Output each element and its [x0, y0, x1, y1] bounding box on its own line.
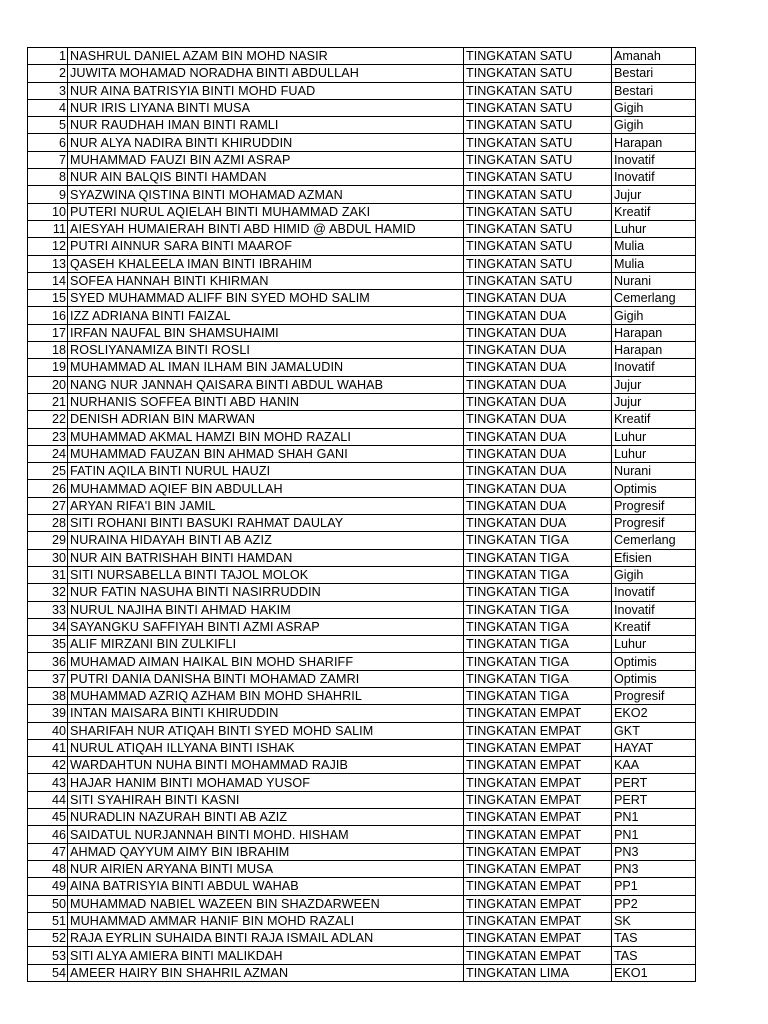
class-name-cell: Gigih: [612, 307, 696, 324]
class-name-cell: Amanah: [612, 48, 696, 65]
class-name-cell: Jujur: [612, 376, 696, 393]
table-row: [28, 670, 696, 687]
form-level-cell: TINGKATAN EMPAT: [464, 947, 612, 964]
student-name-cell: NURHANIS SOFFEA BINTI ABD HANIN: [68, 393, 464, 410]
row-number-cell: 49: [28, 878, 68, 895]
table-row: [28, 134, 696, 151]
form-level-cell: TINGKATAN SATU: [464, 48, 612, 65]
class-name-cell: Optimis: [612, 480, 696, 497]
row-number-cell: 50: [28, 895, 68, 912]
row-number-cell: 4: [28, 99, 68, 116]
student-name-cell: PUTRI AINNUR SARA BINTI MAAROF: [68, 238, 464, 255]
table-row: [28, 169, 696, 186]
row-number-cell: 8: [28, 169, 68, 186]
table-row: [28, 48, 696, 65]
student-name-cell: MUHAMMAD AQIEF BIN ABDULLAH: [68, 480, 464, 497]
table-row: [28, 791, 696, 808]
row-number-cell: 22: [28, 411, 68, 428]
student-name-cell: HAJAR HANIM BINTI MOHAMAD YUSOF: [68, 774, 464, 791]
row-number-cell: 13: [28, 255, 68, 272]
row-number-cell: 35: [28, 636, 68, 653]
class-name-cell: Luhur: [612, 428, 696, 445]
row-number-cell: 23: [28, 428, 68, 445]
row-number-cell: 38: [28, 687, 68, 704]
student-name-cell: SYAZWINA QISTINA BINTI MOHAMAD AZMAN: [68, 186, 464, 203]
row-number-cell: 3: [28, 82, 68, 99]
class-name-cell: Optimis: [612, 670, 696, 687]
table-row: [28, 930, 696, 947]
table-row: [28, 445, 696, 462]
table-row: [28, 463, 696, 480]
student-name-cell: NUR IRIS LIYANA BINTI MUSA: [68, 99, 464, 116]
table-row: [28, 203, 696, 220]
table-row: [28, 895, 696, 912]
student-name-cell: MUHAMAD AIMAN HAIKAL BIN MOHD SHARIFF: [68, 653, 464, 670]
student-name-cell: AHMAD QAYYUM AIMY BIN IBRAHIM: [68, 843, 464, 860]
row-number-cell: 31: [28, 566, 68, 583]
row-number-cell: 18: [28, 342, 68, 359]
form-level-cell: TINGKATAN DUA: [464, 428, 612, 445]
student-name-cell: NUR RAUDHAH IMAN BINTI RAMLI: [68, 117, 464, 134]
row-number-cell: 46: [28, 826, 68, 843]
class-name-cell: PP2: [612, 895, 696, 912]
table-row: [28, 826, 696, 843]
row-number-cell: 11: [28, 220, 68, 237]
class-name-cell: Nurani: [612, 272, 696, 289]
student-name-cell: NUR AIN BALQIS BINTI HAMDAN: [68, 169, 464, 186]
student-name-cell: NANG NUR JANNAH QAISARA BINTI ABDUL WAHAB: [68, 376, 464, 393]
student-name-cell: ROSLIYANAMIZA BINTI ROSLI: [68, 342, 464, 359]
student-name-cell: MUHAMMAD AL IMAN ILHAM BIN JAMALUDIN: [68, 359, 464, 376]
form-level-cell: TINGKATAN TIGA: [464, 584, 612, 601]
class-name-cell: Nurani: [612, 463, 696, 480]
table-row: [28, 272, 696, 289]
form-level-cell: TINGKATAN DUA: [464, 480, 612, 497]
table-row: [28, 393, 696, 410]
form-level-cell: TINGKATAN DUA: [464, 290, 612, 307]
table-row: [28, 584, 696, 601]
class-name-cell: Inovatif: [612, 151, 696, 168]
class-name-cell: Harapan: [612, 324, 696, 341]
table-row: [28, 480, 696, 497]
student-name-cell: SYED MUHAMMAD ALIFF BIN SYED MOHD SALIM: [68, 290, 464, 307]
form-level-cell: TINGKATAN TIGA: [464, 653, 612, 670]
form-level-cell: TINGKATAN EMPAT: [464, 895, 612, 912]
form-level-cell: TINGKATAN SATU: [464, 220, 612, 237]
class-name-cell: Bestari: [612, 65, 696, 82]
table-row: [28, 653, 696, 670]
table-row: [28, 515, 696, 532]
table-row: [28, 532, 696, 549]
student-name-cell: NUR AIN BATRISHAH BINTI HAMDAN: [68, 549, 464, 566]
class-name-cell: Mulia: [612, 255, 696, 272]
student-name-cell: JUWITA MOHAMAD NORADHA BINTI ABDULLAH: [68, 65, 464, 82]
student-name-cell: FATIN AQILA BINTI NURUL HAUZI: [68, 463, 464, 480]
form-level-cell: TINGKATAN DUA: [464, 376, 612, 393]
row-number-cell: 51: [28, 912, 68, 929]
student-list-body: [28, 48, 696, 982]
student-name-cell: NURUL ATIQAH ILLYANA BINTI ISHAK: [68, 739, 464, 756]
table-row: [28, 151, 696, 168]
student-name-cell: IRFAN NAUFAL BIN SHAMSUHAIMI: [68, 324, 464, 341]
table-row: [28, 636, 696, 653]
form-level-cell: TINGKATAN EMPAT: [464, 809, 612, 826]
row-number-cell: 26: [28, 480, 68, 497]
row-number-cell: 14: [28, 272, 68, 289]
row-number-cell: 36: [28, 653, 68, 670]
class-name-cell: Gigih: [612, 117, 696, 134]
class-name-cell: TAS: [612, 930, 696, 947]
table-row: [28, 618, 696, 635]
class-name-cell: Efisien: [612, 549, 696, 566]
row-number-cell: 1: [28, 48, 68, 65]
table-row: [28, 290, 696, 307]
table-row: [28, 99, 696, 116]
form-level-cell: TINGKATAN DUA: [464, 307, 612, 324]
class-name-cell: Inovatif: [612, 169, 696, 186]
row-number-cell: 6: [28, 134, 68, 151]
table-row: [28, 82, 696, 99]
student-name-cell: NURAINA HIDAYAH BINTI AB AZIZ: [68, 532, 464, 549]
row-number-cell: 25: [28, 463, 68, 480]
class-name-cell: Cemerlang: [612, 532, 696, 549]
table-row: [28, 411, 696, 428]
class-name-cell: Optimis: [612, 653, 696, 670]
table-row: [28, 809, 696, 826]
student-name-cell: SITI ALYA AMIERA BINTI MALIKDAH: [68, 947, 464, 964]
form-level-cell: TINGKATAN EMPAT: [464, 930, 612, 947]
class-name-cell: Kreatif: [612, 618, 696, 635]
class-name-cell: Luhur: [612, 220, 696, 237]
form-level-cell: TINGKATAN EMPAT: [464, 878, 612, 895]
class-name-cell: Inovatif: [612, 584, 696, 601]
table-row: [28, 757, 696, 774]
student-name-cell: MUHAMMAD FAUZI BIN AZMI ASRAP: [68, 151, 464, 168]
form-level-cell: TINGKATAN DUA: [464, 359, 612, 376]
table-row: [28, 186, 696, 203]
student-name-cell: WARDAHTUN NUHA BINTI MOHAMMAD RAJIB: [68, 757, 464, 774]
student-name-cell: SAYANGKU SAFFIYAH BINTI AZMI ASRAP: [68, 618, 464, 635]
row-number-cell: 2: [28, 65, 68, 82]
class-name-cell: Inovatif: [612, 359, 696, 376]
row-number-cell: 37: [28, 670, 68, 687]
form-level-cell: TINGKATAN SATU: [464, 134, 612, 151]
row-number-cell: 19: [28, 359, 68, 376]
table-row: [28, 342, 696, 359]
student-name-cell: QASEH KHALEELA IMAN BINTI IBRAHIM: [68, 255, 464, 272]
form-level-cell: TINGKATAN SATU: [464, 272, 612, 289]
table-row: [28, 964, 696, 981]
student-name-cell: NURUL NAJIHA BINTI AHMAD HAKIM: [68, 601, 464, 618]
table-row: [28, 220, 696, 237]
student-name-cell: MUHAMMAD AMMAR HANIF BIN MOHD RAZALI: [68, 912, 464, 929]
form-level-cell: TINGKATAN EMPAT: [464, 757, 612, 774]
form-level-cell: TINGKATAN EMPAT: [464, 843, 612, 860]
row-number-cell: 40: [28, 722, 68, 739]
row-number-cell: 53: [28, 947, 68, 964]
form-level-cell: TINGKATAN TIGA: [464, 618, 612, 635]
class-name-cell: Progresif: [612, 687, 696, 704]
form-level-cell: TINGKATAN EMPAT: [464, 912, 612, 929]
row-number-cell: 27: [28, 497, 68, 514]
class-name-cell: PN3: [612, 843, 696, 860]
student-name-cell: MUHAMMAD FAUZAN BIN AHMAD SHAH GANI: [68, 445, 464, 462]
form-level-cell: TINGKATAN TIGA: [464, 601, 612, 618]
class-name-cell: TAS: [612, 947, 696, 964]
row-number-cell: 34: [28, 618, 68, 635]
class-name-cell: PERT: [612, 791, 696, 808]
table-row: [28, 722, 696, 739]
table-row: [28, 255, 696, 272]
student-name-cell: ALIF MIRZANI BIN ZULKIFLI: [68, 636, 464, 653]
row-number-cell: 42: [28, 757, 68, 774]
student-name-cell: DENISH ADRIAN BIN MARWAN: [68, 411, 464, 428]
form-level-cell: TINGKATAN DUA: [464, 324, 612, 341]
table-row: [28, 601, 696, 618]
student-name-cell: NUR AIRIEN ARYANA BINTI MUSA: [68, 860, 464, 877]
student-name-cell: SOFEA HANNAH BINTI KHIRMAN: [68, 272, 464, 289]
table-row: [28, 376, 696, 393]
student-name-cell: NUR FATIN NASUHA BINTI NASIRRUDDIN: [68, 584, 464, 601]
form-level-cell: TINGKATAN DUA: [464, 411, 612, 428]
row-number-cell: 47: [28, 843, 68, 860]
row-number-cell: 20: [28, 376, 68, 393]
row-number-cell: 7: [28, 151, 68, 168]
form-level-cell: TINGKATAN EMPAT: [464, 722, 612, 739]
table-row: [28, 774, 696, 791]
row-number-cell: 12: [28, 238, 68, 255]
class-name-cell: GKT: [612, 722, 696, 739]
row-number-cell: 45: [28, 809, 68, 826]
class-name-cell: Jujur: [612, 393, 696, 410]
table-row: [28, 428, 696, 445]
student-name-cell: IZZ ADRIANA BINTI FAIZAL: [68, 307, 464, 324]
student-name-cell: SITI NURSABELLA BINTI TAJOL MOLOK: [68, 566, 464, 583]
student-name-cell: PUTERI NURUL AQIELAH BINTI MUHAMMAD ZAKI: [68, 203, 464, 220]
form-level-cell: TINGKATAN DUA: [464, 497, 612, 514]
form-level-cell: TINGKATAN TIGA: [464, 532, 612, 549]
class-name-cell: PN1: [612, 809, 696, 826]
row-number-cell: 29: [28, 532, 68, 549]
form-level-cell: TINGKATAN DUA: [464, 515, 612, 532]
form-level-cell: TINGKATAN SATU: [464, 255, 612, 272]
row-number-cell: 28: [28, 515, 68, 532]
row-number-cell: 48: [28, 860, 68, 877]
student-name-cell: RAJA EYRLIN SUHAIDA BINTI RAJA ISMAIL ADLAN: [68, 930, 464, 947]
row-number-cell: 21: [28, 393, 68, 410]
student-name-cell: PUTRI DANIA DANISHA BINTI MOHAMAD ZAMRI: [68, 670, 464, 687]
student-name-cell: NUR AINA BATRISYIA BINTI MOHD FUAD: [68, 82, 464, 99]
class-name-cell: Progresif: [612, 497, 696, 514]
student-name-cell: SAIDATUL NURJANNAH BINTI MOHD. HISHAM: [68, 826, 464, 843]
class-name-cell: EKO2: [612, 705, 696, 722]
form-level-cell: TINGKATAN EMPAT: [464, 826, 612, 843]
student-name-cell: AINA BATRISYIA BINTI ABDUL WAHAB: [68, 878, 464, 895]
student-name-cell: MUHAMMAD AZRIQ AZHAM BIN MOHD SHAHRIL: [68, 687, 464, 704]
form-level-cell: TINGKATAN SATU: [464, 82, 612, 99]
form-level-cell: TINGKATAN LIMA: [464, 964, 612, 981]
row-number-cell: 24: [28, 445, 68, 462]
row-number-cell: 32: [28, 584, 68, 601]
class-name-cell: PN1: [612, 826, 696, 843]
table-row: [28, 860, 696, 877]
table-row: [28, 687, 696, 704]
form-level-cell: TINGKATAN EMPAT: [464, 791, 612, 808]
row-number-cell: 5: [28, 117, 68, 134]
class-name-cell: PP1: [612, 878, 696, 895]
student-name-cell: NURADLIN NAZURAH BINTI AB AZIZ: [68, 809, 464, 826]
table-row: [28, 566, 696, 583]
student-name-cell: SITI ROHANI BINTI BASUKI RAHMAT DAULAY: [68, 515, 464, 532]
table-row: [28, 739, 696, 756]
table-row: [28, 117, 696, 134]
row-number-cell: 52: [28, 930, 68, 947]
student-name-cell: INTAN MAISARA BINTI KHIRUDDIN: [68, 705, 464, 722]
form-level-cell: TINGKATAN SATU: [464, 186, 612, 203]
row-number-cell: 16: [28, 307, 68, 324]
class-name-cell: Jujur: [612, 186, 696, 203]
class-name-cell: Luhur: [612, 445, 696, 462]
form-level-cell: TINGKATAN SATU: [464, 99, 612, 116]
class-name-cell: HAYAT: [612, 739, 696, 756]
class-name-cell: SK: [612, 912, 696, 929]
student-list-table: [27, 47, 696, 982]
form-level-cell: TINGKATAN EMPAT: [464, 774, 612, 791]
form-level-cell: TINGKATAN DUA: [464, 342, 612, 359]
form-level-cell: TINGKATAN TIGA: [464, 549, 612, 566]
class-name-cell: PN3: [612, 860, 696, 877]
form-level-cell: TINGKATAN TIGA: [464, 566, 612, 583]
row-number-cell: 54: [28, 964, 68, 981]
student-name-cell: NASHRUL DANIEL AZAM BIN MOHD NASIR: [68, 48, 464, 65]
form-level-cell: TINGKATAN TIGA: [464, 670, 612, 687]
table-row: [28, 549, 696, 566]
class-name-cell: Kreatif: [612, 203, 696, 220]
student-name-cell: SITI SYAHIRAH BINTI KASNI: [68, 791, 464, 808]
student-name-cell: SHARIFAH NUR ATIQAH BINTI SYED MOHD SALIM: [68, 722, 464, 739]
form-level-cell: TINGKATAN SATU: [464, 203, 612, 220]
row-number-cell: 44: [28, 791, 68, 808]
table-row: [28, 238, 696, 255]
form-level-cell: TINGKATAN EMPAT: [464, 739, 612, 756]
table-row: [28, 705, 696, 722]
class-name-cell: Gigih: [612, 99, 696, 116]
form-level-cell: TINGKATAN DUA: [464, 445, 612, 462]
table-row: [28, 878, 696, 895]
row-number-cell: 10: [28, 203, 68, 220]
student-name-cell: MUHAMMAD AKMAL HAMZI BIN MOHD RAZALI: [68, 428, 464, 445]
class-name-cell: EKO1: [612, 964, 696, 981]
class-name-cell: Harapan: [612, 342, 696, 359]
form-level-cell: TINGKATAN SATU: [464, 117, 612, 134]
row-number-cell: 17: [28, 324, 68, 341]
form-level-cell: TINGKATAN SATU: [464, 151, 612, 168]
form-level-cell: TINGKATAN TIGA: [464, 636, 612, 653]
student-name-cell: NUR ALYA NADIRA BINTI KHIRUDDIN: [68, 134, 464, 151]
form-level-cell: TINGKATAN EMPAT: [464, 705, 612, 722]
form-level-cell: TINGKATAN DUA: [464, 393, 612, 410]
form-level-cell: TINGKATAN SATU: [464, 65, 612, 82]
form-level-cell: TINGKATAN SATU: [464, 169, 612, 186]
table-row: [28, 912, 696, 929]
form-level-cell: TINGKATAN EMPAT: [464, 860, 612, 877]
student-name-cell: AIESYAH HUMAIERAH BINTI ABD HIMID @ ABDUL HAMID: [68, 220, 464, 237]
student-name-cell: ARYAN RIFA'I BIN JAMIL: [68, 497, 464, 514]
class-name-cell: Bestari: [612, 82, 696, 99]
row-number-cell: 39: [28, 705, 68, 722]
class-name-cell: Harapan: [612, 134, 696, 151]
row-number-cell: 30: [28, 549, 68, 566]
table-row: [28, 843, 696, 860]
table-row: [28, 359, 696, 376]
class-name-cell: Kreatif: [612, 411, 696, 428]
class-name-cell: Progresif: [612, 515, 696, 532]
form-level-cell: TINGKATAN DUA: [464, 463, 612, 480]
class-name-cell: Inovatif: [612, 601, 696, 618]
row-number-cell: 43: [28, 774, 68, 791]
form-level-cell: TINGKATAN TIGA: [464, 687, 612, 704]
table-row: [28, 947, 696, 964]
table-row: [28, 307, 696, 324]
row-number-cell: 41: [28, 739, 68, 756]
class-name-cell: Mulia: [612, 238, 696, 255]
row-number-cell: 15: [28, 290, 68, 307]
student-name-cell: MUHAMMAD NABIEL WAZEEN BIN SHAZDARWEEN: [68, 895, 464, 912]
class-name-cell: KAA: [612, 757, 696, 774]
student-name-cell: AMEER HAIRY BIN SHAHRIL AZMAN: [68, 964, 464, 981]
table-row: [28, 497, 696, 514]
row-number-cell: 33: [28, 601, 68, 618]
form-level-cell: TINGKATAN SATU: [464, 238, 612, 255]
class-name-cell: Gigih: [612, 566, 696, 583]
class-name-cell: Cemerlang: [612, 290, 696, 307]
table-row: [28, 324, 696, 341]
class-name-cell: PERT: [612, 774, 696, 791]
class-name-cell: Luhur: [612, 636, 696, 653]
table-row: [28, 65, 696, 82]
row-number-cell: 9: [28, 186, 68, 203]
